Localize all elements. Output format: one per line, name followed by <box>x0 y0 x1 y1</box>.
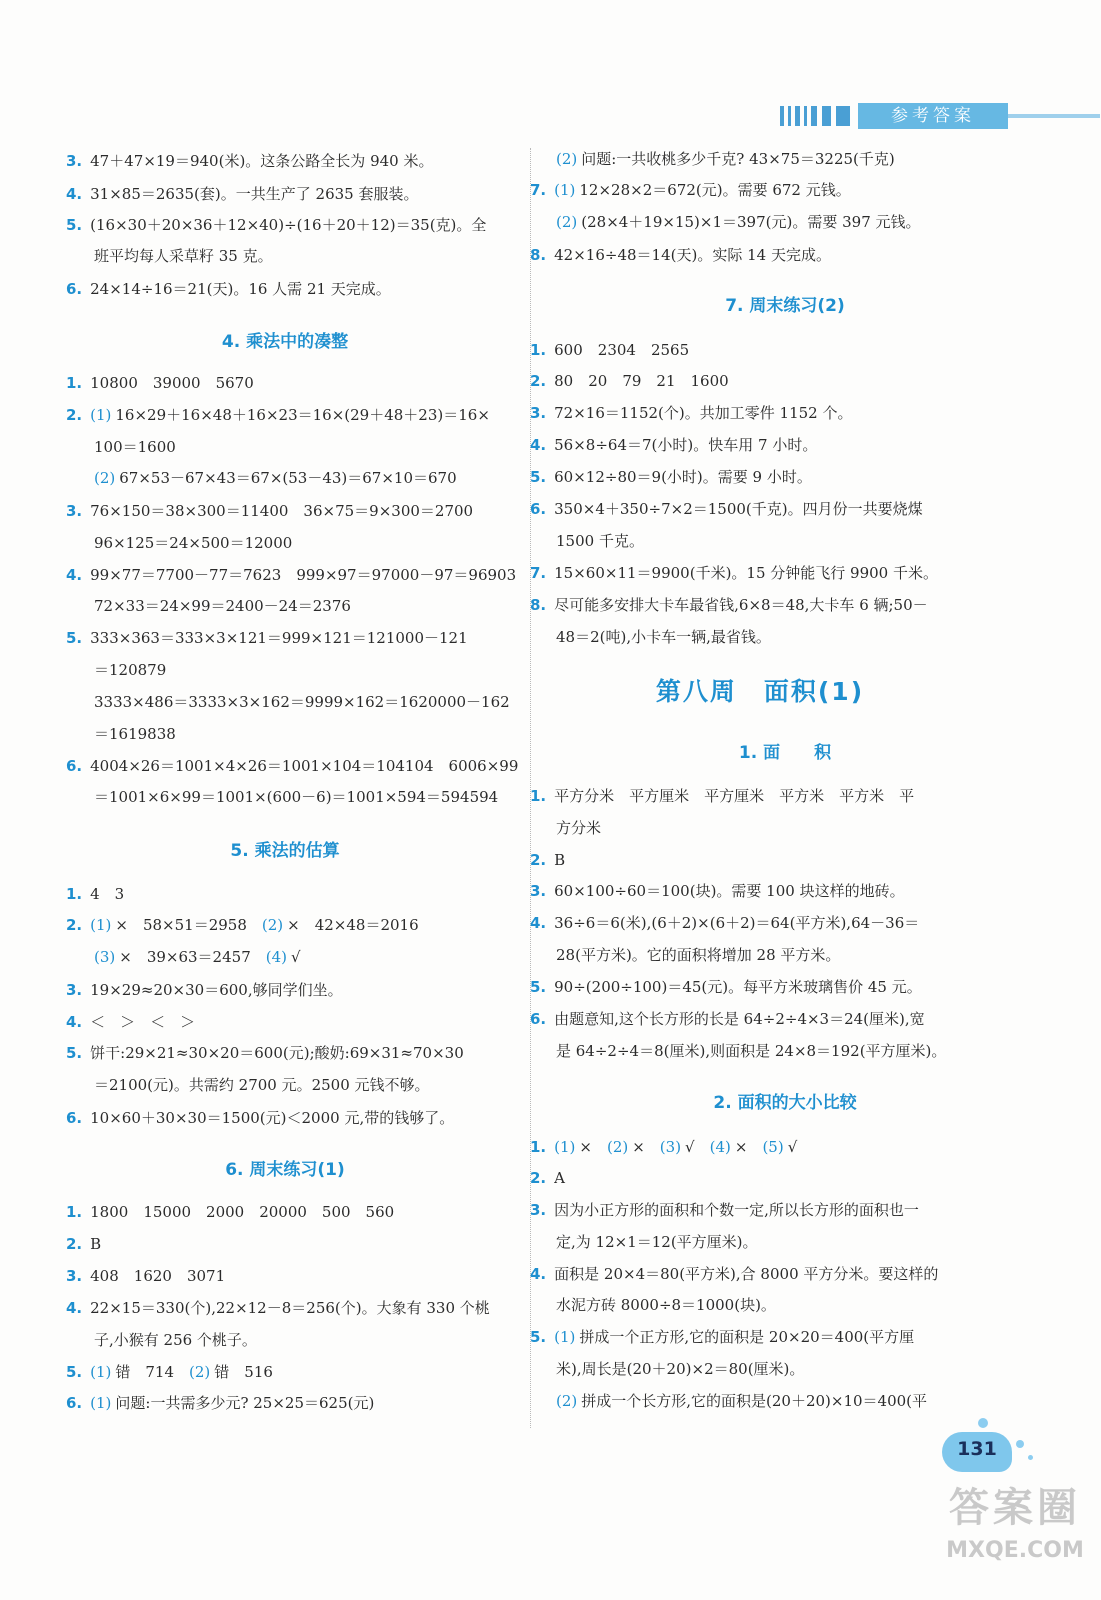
answer-text: 3333×486＝3333×3×162＝9999×162＝1620000－162 <box>94 693 510 711</box>
answer-text: 408 1620 3071 <box>90 1267 226 1285</box>
question-number: 5. <box>66 216 83 234</box>
answer-text: 米),周长是(20＋20)×2＝80(厘米)。 <box>556 1360 805 1378</box>
answer-text: 16×29＋16×48＋16×23＝16×(29＋48＋23)＝16× <box>115 406 490 424</box>
answer-text: B <box>554 851 566 869</box>
answer-line <box>66 756 518 776</box>
answer-line <box>66 1362 273 1382</box>
sub-question-number: (3) <box>659 1138 682 1156</box>
answer-text: × <box>734 1138 763 1156</box>
sub-question-number: (2) <box>556 213 578 231</box>
answer-line <box>66 915 419 935</box>
question-number: 3. <box>66 981 83 999</box>
question-number: 4. <box>530 436 547 454</box>
answer-text: 班平均每人采草籽 35 克。 <box>94 247 273 265</box>
answer-line <box>66 373 254 393</box>
question-number: 5. <box>530 1328 547 1346</box>
answer-line <box>556 149 895 169</box>
answer-text: ＜ ＞ ＜ ＞ <box>90 1013 196 1031</box>
answer-line <box>94 533 292 553</box>
answer-line <box>556 1295 776 1315</box>
answer-text: 问题:一共需多少元? 25×25＝625(元) <box>115 1394 375 1412</box>
sub-question-number: (2) <box>556 1392 578 1410</box>
answer-line <box>66 565 516 585</box>
question-number: 6. <box>66 757 83 775</box>
answer-line <box>66 279 391 299</box>
answer-text: 19×29≈20×30＝600,够同学们坐。 <box>90 981 343 999</box>
question-number: 4. <box>66 1013 83 1031</box>
answer-line <box>94 947 301 967</box>
answer-text: × 39×63＝2457 <box>119 948 266 966</box>
answer-line <box>530 371 729 391</box>
answer-line <box>94 1075 430 1095</box>
answer-text: 56×8÷64＝7(小时)。快车用 7 小时。 <box>554 436 818 454</box>
answer-line <box>556 212 921 232</box>
answer-text: 12×28×2＝672(元)。需要 672 元钱。 <box>579 181 851 199</box>
answer-line <box>94 1330 257 1350</box>
answer-text: 600 2304 2565 <box>554 341 690 359</box>
answer-line <box>530 1327 914 1347</box>
answer-text: 定,为 12×1＝12(平方厘米)。 <box>556 1233 758 1251</box>
answer-line <box>556 1359 804 1379</box>
question-number: 5. <box>530 978 547 996</box>
answer-line <box>530 245 831 265</box>
header-banner <box>780 103 1100 129</box>
answer-line <box>530 403 852 423</box>
answer-line <box>66 405 490 425</box>
question-number: 3. <box>530 1201 547 1219</box>
sub-question-number: (1) <box>90 1363 112 1381</box>
question-number: 3. <box>66 502 83 520</box>
question-number: 7. <box>530 564 547 582</box>
answer-line <box>530 786 914 806</box>
answer-text: ＝2100(元)。共需约 2700 元。2500 元钱不够。 <box>94 1076 430 1094</box>
answer-text: 问题:一共收桃多少千克? 43×75＝3225(千克) <box>581 150 895 168</box>
week-title: 第八周 面积(1) <box>655 677 865 706</box>
answer-line <box>530 913 919 933</box>
answer-line <box>530 977 922 997</box>
answer-text: ＝1001×6×99＝1001×(600－6)＝1001×594＝594594 <box>94 788 499 806</box>
section-heading: 4. 乘法中的凑整 <box>221 332 349 352</box>
sub-question-number: (1) <box>554 1328 576 1346</box>
question-number: 3. <box>530 404 547 422</box>
answer-text: × <box>579 1138 607 1156</box>
section-heading: 1. 面 积 <box>738 743 832 763</box>
question-number: 1. <box>530 341 547 359</box>
answer-line <box>530 1264 938 1284</box>
answer-text: 48＝2(吨),小卡车一辆,最省钱。 <box>556 628 771 646</box>
answer-line <box>66 1108 454 1128</box>
answer-line <box>94 468 457 488</box>
answer-text: A <box>554 1169 565 1187</box>
answer-line <box>66 1202 394 1222</box>
answer-text: 350×4＋350÷7×2＝1500(千克)。四月份一共要烧煤 <box>554 500 923 518</box>
sub-question-number: (4) <box>709 1138 731 1156</box>
answer-line <box>530 1009 925 1029</box>
question-number: 1. <box>66 374 83 392</box>
answer-text: 4 3 <box>90 885 125 903</box>
sub-question-number: (1) <box>90 916 112 934</box>
answer-text: 拼成一个长方形,它的面积是(20＋20)×10＝400(平 <box>581 1392 928 1410</box>
answer-line <box>94 246 273 266</box>
answer-text: 1500 千克。 <box>556 532 644 550</box>
section-heading: 7. 周末练习(2) <box>725 296 845 316</box>
answer-text: √ <box>685 1138 710 1156</box>
question-number: 3. <box>66 1267 83 1285</box>
answer-text: 是 64÷2÷4＝8(厘米),则面积是 24×8＝192(平方厘米)。 <box>556 1042 947 1060</box>
answer-text: 面积是 20×4＝80(平方米),合 8000 平方分米。要这样的 <box>554 1265 939 1283</box>
answer-text: × 58×51＝2958 <box>115 916 262 934</box>
answer-text: 错 516 <box>214 1363 273 1381</box>
answer-text: (28×4＋19×15)×1＝397(元)。需要 397 元钱。 <box>581 213 921 231</box>
question-number: 8. <box>530 596 547 614</box>
sub-question-number: (5) <box>762 1138 784 1156</box>
answer-line <box>66 980 343 1000</box>
answer-text: 由题意知,这个长方形的长是 64÷2÷4×3＝24(厘米),宽 <box>554 1010 925 1028</box>
sub-question-number: (1) <box>90 1394 112 1412</box>
sub-question-number: (3) <box>94 948 116 966</box>
question-number: 4. <box>530 1265 547 1283</box>
question-number: 6. <box>66 280 83 298</box>
answer-text: 10800 39000 5670 <box>90 374 254 392</box>
answer-line <box>556 1391 927 1411</box>
answer-text: 平方分米 平方厘米 平方厘米 平方米 平方米 平 <box>554 787 915 805</box>
answer-text: × 42×48＝2016 <box>287 916 419 934</box>
answer-line <box>530 881 905 901</box>
question-number: 4. <box>530 914 547 932</box>
answer-text: 76×150＝38×300＝11400 36×75＝9×300＝2700 <box>90 502 474 520</box>
answer-text: 尽可能多安排大卡车最省钱,6×8＝48,大卡车 6 辆;50－ <box>554 596 928 614</box>
answer-line <box>530 467 812 487</box>
question-number: 7. <box>530 181 547 199</box>
answer-line <box>66 215 486 235</box>
question-number: 6. <box>530 1010 547 1028</box>
answer-line <box>556 945 840 965</box>
answer-line <box>66 151 433 171</box>
question-number: 3. <box>530 882 547 900</box>
question-number: 1. <box>66 1203 83 1221</box>
sub-question-number: (1) <box>90 406 112 424</box>
answer-line <box>66 884 124 904</box>
sub-question-number: (2) <box>556 150 578 168</box>
answer-text: 水泥方砖 8000÷8＝1000(块)。 <box>556 1296 776 1314</box>
sub-question-number: (2) <box>189 1363 211 1381</box>
watermark <box>930 1480 1100 1590</box>
answer-text: 15×60×11＝9900(千米)。15 分钟能飞行 9900 千米。 <box>554 564 938 582</box>
question-number: 6. <box>66 1109 83 1127</box>
sub-question-number: (2) <box>94 469 116 487</box>
answer-line <box>66 501 473 521</box>
watermark-logo-text: 答案圈 <box>949 1485 1081 1531</box>
answer-text: 60×100÷60＝100(块)。需要 100 块这样的地砖。 <box>554 882 905 900</box>
answer-line <box>94 724 176 744</box>
answer-text: 28(平方米)。它的面积将增加 28 平方米。 <box>556 946 841 964</box>
question-number: 5. <box>66 1363 83 1381</box>
answer-line <box>556 818 601 838</box>
answer-text: √ <box>787 1138 798 1156</box>
question-number: 1. <box>530 1138 547 1156</box>
header-label: 参考答案 <box>858 103 1008 129</box>
answer-text: 60×12÷80＝9(小时)。需要 9 小时。 <box>554 468 812 486</box>
question-number: 1. <box>530 787 547 805</box>
answer-text: 方分米 <box>556 819 602 837</box>
answer-text: 80 20 79 21 1600 <box>554 372 729 390</box>
answer-line <box>530 1200 919 1220</box>
answer-text: 4004×26＝1001×4×26＝1001×104＝104104 6006×99 <box>90 757 519 775</box>
answer-line <box>556 531 644 551</box>
question-number: 1. <box>66 885 83 903</box>
sub-question-number: (2) <box>606 1138 629 1156</box>
answer-line <box>66 1393 374 1413</box>
question-number: 2. <box>66 1235 83 1253</box>
answer-line <box>66 1234 101 1254</box>
answer-line <box>530 435 817 455</box>
question-number: 3. <box>66 152 83 170</box>
sub-question-number: (1) <box>554 181 576 199</box>
sub-question-number: (2) <box>261 916 284 934</box>
answer-text: 31×85＝2635(套)。一共生产了 2635 套服装。 <box>90 185 419 203</box>
answer-line <box>66 1298 490 1318</box>
answer-text: 72×33＝24×99＝2400－24＝2376 <box>94 597 351 615</box>
answer-text: 96×125＝24×500＝12000 <box>94 534 293 552</box>
question-number: 5. <box>66 629 83 647</box>
answer-line <box>66 1043 464 1063</box>
answer-text: 72×16＝1152(个)。共加工零件 1152 个。 <box>554 404 853 422</box>
question-number: 6. <box>530 500 547 518</box>
question-number: 5. <box>530 468 547 486</box>
sub-question-number: (1) <box>554 1138 576 1156</box>
answer-text: (16×30＋20×36＋12×40)÷(16＋20＋12)＝35(克)。全 <box>90 216 487 234</box>
answer-text: ＝120879 <box>94 661 167 679</box>
answer-line <box>556 1232 758 1252</box>
question-number: 4. <box>66 185 83 203</box>
answer-text: 24×14÷16＝21(天)。16 人需 21 天完成。 <box>90 280 391 298</box>
answer-text: 42×16÷48＝14(天)。实际 14 天完成。 <box>554 246 831 264</box>
answer-text: √ <box>291 948 301 966</box>
answer-line <box>94 660 166 680</box>
answer-line <box>556 1041 946 1061</box>
answer-line <box>530 850 565 870</box>
answer-text: 子,小猴有 256 个桃子。 <box>94 1331 257 1349</box>
sub-question-number: (4) <box>265 948 287 966</box>
answer-line <box>530 499 923 519</box>
answer-text: 饼干:29×21≈30×20＝600(元);酸奶:69×31≈70×30 <box>90 1044 464 1062</box>
question-number: 2. <box>530 372 547 390</box>
section-heading: 5. 乘法的估算 <box>230 841 340 861</box>
answer-line <box>530 340 689 360</box>
answer-text: × <box>632 1138 660 1156</box>
answer-text: 错 714 <box>115 1363 190 1381</box>
answer-text: 90÷(200÷100)＝45(元)。每平方米玻璃售价 45 元。 <box>554 978 922 996</box>
answer-text: 100＝1600 <box>94 438 176 456</box>
answer-line <box>66 1266 225 1286</box>
answer-line <box>66 628 468 648</box>
question-number: 5. <box>66 1044 83 1062</box>
question-number: 4. <box>66 566 83 584</box>
answer-text: 1800 15000 2000 20000 500 560 <box>90 1203 395 1221</box>
page-number: 131 <box>957 1438 997 1460</box>
answer-line <box>66 184 418 204</box>
answer-text: 99×77＝7700－77＝7623 999×97＝97000－97＝96903 <box>90 566 517 584</box>
answer-text: B <box>90 1235 102 1253</box>
section-heading: 2. 面积的大小比较 <box>713 1093 857 1113</box>
answer-text: 因为小正方形的面积和个数一定,所以长方形的面积也一 <box>554 1201 919 1219</box>
question-number: 2. <box>530 851 547 869</box>
answer-line <box>94 437 176 457</box>
watermark-url: MXQE.COM <box>946 1538 1084 1563</box>
question-number: 6. <box>66 1394 83 1412</box>
answer-line <box>556 627 771 647</box>
answer-text: 36÷6＝6(米),(6＋2)×(6＋2)＝64(平方米),64－36＝ <box>554 914 920 932</box>
answer-text: 10×60＋30×30＝1500(元)＜2000 元,带的钱够了。 <box>90 1109 455 1127</box>
answer-text: 47＋47×19＝940(米)。这条公路全长为 940 米。 <box>90 152 434 170</box>
answer-text: ＝1619838 <box>94 725 176 743</box>
answer-line <box>530 563 938 583</box>
question-number: 2. <box>66 406 83 424</box>
answer-text: 67×53－67×43＝67×(53－43)＝67×10＝670 <box>119 469 457 487</box>
answer-text: 22×15＝330(个),22×12－8＝256(个)。大象有 330 个桃 <box>90 1299 490 1317</box>
question-number: 2. <box>66 916 83 934</box>
question-number: 2. <box>530 1169 547 1187</box>
answer-text: 333×363＝333×3×121＝999×121＝121000－121 <box>90 629 468 647</box>
answer-line <box>94 787 498 807</box>
answer-line <box>530 180 851 200</box>
answer-line <box>66 1012 195 1032</box>
answer-line <box>530 595 928 615</box>
answer-line <box>94 692 510 712</box>
answer-line <box>94 596 351 616</box>
answer-text: 拼成一个正方形,它的面积是 20×20＝400(平方厘 <box>579 1328 915 1346</box>
section-heading: 6. 周末练习(1) <box>225 1160 345 1180</box>
question-number: 8. <box>530 246 547 264</box>
answer-line <box>530 1137 797 1157</box>
answer-line <box>530 1168 565 1188</box>
page-number-badge <box>942 1432 1012 1472</box>
question-number: 4. <box>66 1299 83 1317</box>
